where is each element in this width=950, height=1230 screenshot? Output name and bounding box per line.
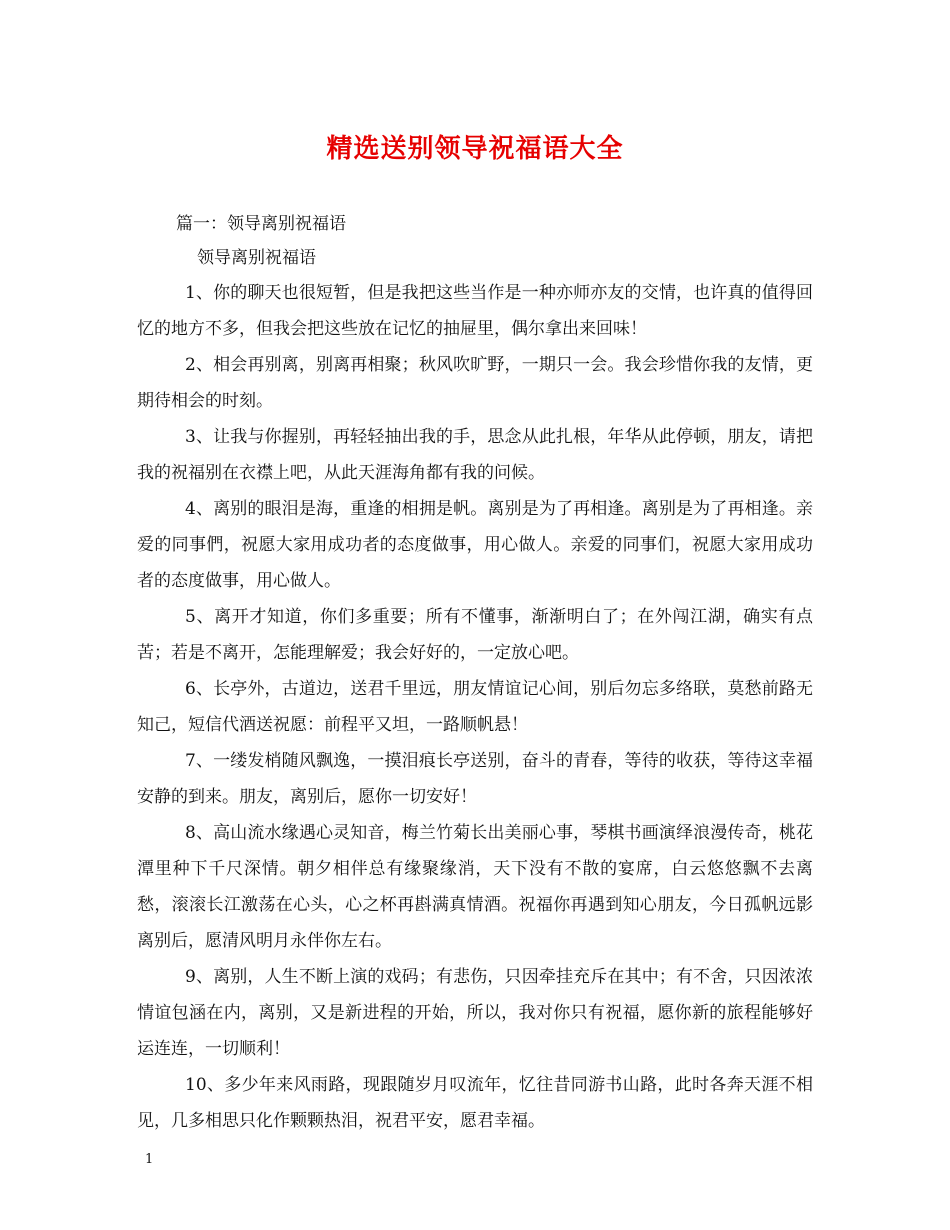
paragraph-4: 4、离别的眼泪是海，重逢的相拥是帆。离别是为了再相逢。离别是为了再相逢。亲爱的同事們，祝愿大家用成功者的态度做事，用心做人。亲爱的同事们，祝愿大家用成功者的态度做事，用心做人。 <box>137 499 813 591</box>
paragraph-3: 3、让我与你握别，再轻轻抽出我的手，思念从此扎根，年华从此停顿，朋友，请把我的祝福别在衣襟上吧，从此天涯海角都有我的问候。 <box>137 427 813 483</box>
paragraph-2: 2、相会再别离，别离再相聚；秋风吹旷野，一期只一会。我会珍惜你我的友情，更期待相会的时刻。 <box>137 355 813 411</box>
paragraph-8: 8、高山流水缘遇心灵知音，梅兰竹菊长出美丽心事，琴棋书画演绎浪漫传奇，桃花潭里种下千尺深情。朝夕相伴总有缘聚缘消，天下没有不散的宴席，白云悠悠飘不去离愁，滚滚长江激荡在心头，心之杯再斟满真情酒。祝福你再遇到知心朋友，今日孤帆远影离别后，愿清风明月永伴你左右。 <box>137 823 813 951</box>
paragraph-6: 6、长亭外，古道边，送君千里远，朋友情谊记心间，别后勿忘多络联，莫愁前路无知己，短信代酒送祝愿：前程平又坦，一路顺帆悬！ <box>137 679 813 735</box>
page-number: 1 <box>145 1152 154 1167</box>
sub-heading: 领导离别祝福语 <box>197 248 316 268</box>
document-title: 精选送别领导祝福语大全 <box>326 134 624 164</box>
paragraph-10: 10、多少年来风雨路，现跟随岁月叹流年，忆往昔同游书山路，此时各奔天涯不相见，几多相思只化作颗颗热泪，祝君平安，愿君幸福。 <box>137 1075 813 1131</box>
section-heading: 篇一：领导离别祝福语 <box>176 214 346 234</box>
paragraph-9: 9、离别，人生不断上演的戏码；有悲伤，只因牵挂充斥在其中；有不舍，只因浓浓情谊包涵在内，离别，又是新进程的开始，所以，我对你只有祝福，愿你新的旅程能够好运连连，一切顺利！ <box>137 967 813 1059</box>
paragraph-5: 5、离开才知道，你们多重要；所有不懂事，渐渐明白了；在外闯江湖，确实有点苦；若是不离开，怎能理解爱；我会好好的，一定放心吧。 <box>137 607 813 663</box>
paragraph-7: 7、一缕发梢随风飘逸，一摸泪痕长亭送别，奋斗的青春，等待的收获，等待这幸福安静的到来。朋友，离别后，愿你一切安好！ <box>137 751 813 807</box>
document-body <box>137 275 813 1139</box>
paragraph-1: 1、你的聊天也很短暂，但是我把这些当作是一种亦师亦友的交情，也许真的值得回忆的地方不多，但我会把这些放在记忆的抽屉里，偶尔拿出来回味！ <box>137 283 813 339</box>
